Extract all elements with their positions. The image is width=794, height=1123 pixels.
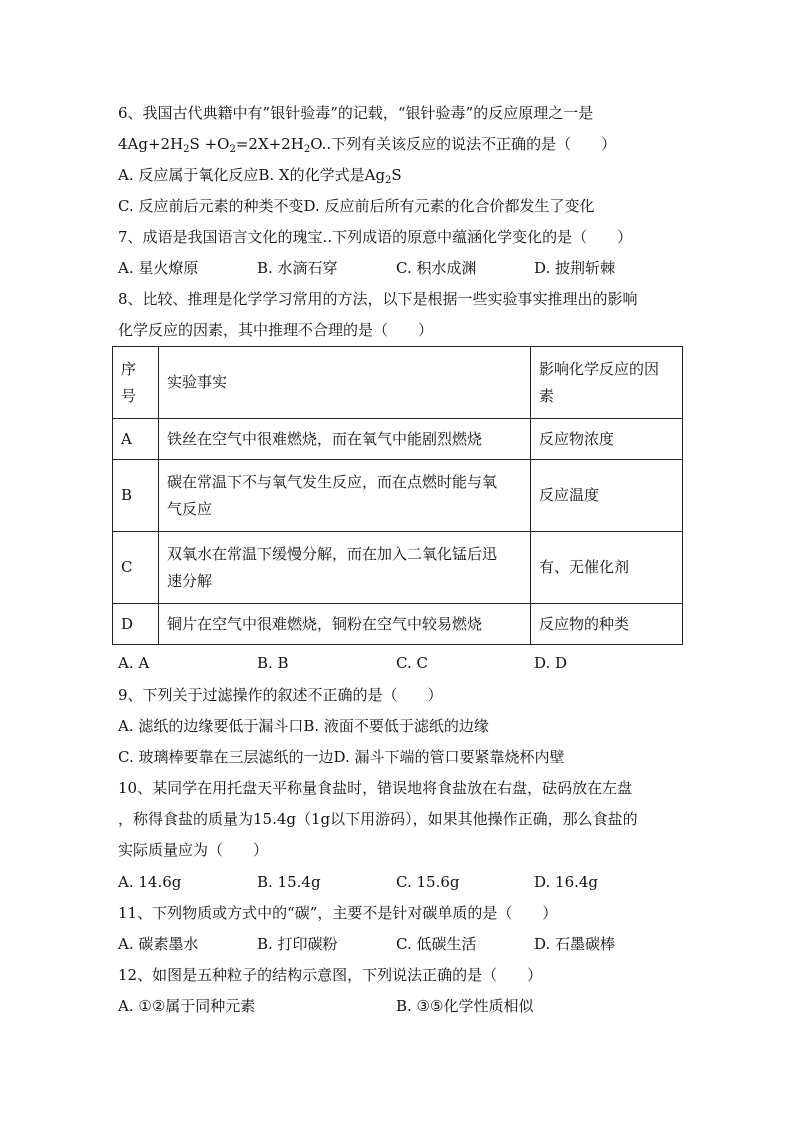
q11-option-d: D. 石墨碳棒 — [534, 935, 616, 953]
q6-stem-text1: 6、我国古代典籍中有”银针验毒”的记载，“银针验毒”的反应原理之一是 — [118, 104, 594, 122]
q9-stem — [118, 685, 443, 705]
q6-stem-line1 — [118, 103, 593, 123]
row-factor: 反应物的种类 — [531, 604, 683, 645]
q7-stem-text: 7、成语是我国语言文化的瑰宝..下列成语的原意中蕴涵化学变化的是（ ） — [118, 228, 633, 246]
q6-option-text: C. 反应前后元素的种类不变D. 反应前后所有元素的化合价都发生了变化 — [118, 197, 595, 215]
header-fact: 实验事实 — [159, 347, 531, 419]
header-factor-line2: 素 — [539, 386, 555, 405]
table-header-row — [113, 347, 683, 419]
q12-option-a: A. ①②属于同种元素 — [118, 997, 256, 1015]
row-fact-line1: 碳在常温下不与氧气发生反应，而在点燃时能与氧 — [167, 472, 498, 491]
q6-equation-part: S +O — [189, 135, 230, 153]
q10-option-a: A. 14.6g — [118, 873, 182, 891]
q12-stem — [118, 965, 542, 985]
q10-option-d: D. 16.4g — [534, 873, 599, 891]
q10-stem-line1 — [118, 778, 632, 798]
q10-stem-text: 实际质量应为（ ） — [118, 841, 269, 859]
q10-stem-line2 — [118, 809, 638, 829]
q11-option-c: C. 低碳生活 — [396, 935, 477, 953]
row-fact: 铁丝在空气中很难燃烧，而在氧气中能剧烈燃烧 — [159, 419, 531, 460]
q8-option-d: D. D — [534, 654, 568, 672]
row-factor: 反应物浓度 — [531, 419, 683, 460]
q12-option-b: B. ③⑤化学性质相似 — [396, 997, 534, 1015]
row-fact: 铜片在空气中很难燃烧，铜粉在空气中较易燃烧 — [159, 604, 531, 645]
table-row — [113, 604, 683, 645]
q7-option-a: A. 星火燎原 — [118, 259, 199, 277]
q6-stem-line2 — [118, 134, 616, 154]
q8-stem-text: 8、比较、推理是化学学习常用的方法，以下是根据一些实验事实推理出的影响 — [118, 290, 638, 308]
table-row — [113, 532, 683, 604]
q11-stem — [118, 903, 557, 923]
header-factor — [531, 347, 683, 419]
q10-stem-text: ，称得食盐的质量为15.4g（1g以下用游码），如果其他操作正确，那么食盐的 — [118, 810, 638, 828]
header-factor-line1: 影响化学反应的因 — [539, 359, 660, 378]
q6-option-text: S — [391, 166, 402, 184]
q11-option-a: A. 碳素墨水 — [118, 935, 199, 953]
q8-stem-line2 — [118, 320, 433, 340]
table-row — [113, 460, 683, 532]
row-id: C — [113, 532, 159, 604]
q6-option-text: A. 反应属于氧化反应B. X的化学式是Ag — [118, 166, 386, 184]
row-fact-line2: 气反应 — [167, 499, 213, 518]
q7-option-c: C. 积水成渊 — [396, 259, 477, 277]
q6-options-ab — [118, 165, 402, 185]
row-id: D — [113, 604, 159, 645]
q6-options-cd — [118, 196, 595, 216]
row-fact — [159, 460, 531, 532]
q10-option-c: C. 15.6g — [396, 873, 460, 891]
q6-subscript: 2 — [229, 144, 236, 155]
header-index-line2: 号 — [121, 386, 137, 405]
q7-option-d: D. 披荆斩棘 — [534, 259, 616, 277]
q8-stem-text: 化学反应的因素，其中推理不合理的是（ ） — [118, 321, 434, 339]
q6-subscript: 2 — [385, 175, 392, 186]
q7-stem — [118, 227, 632, 247]
q6-equation-part: O..下列有关该反应的说法不正确的是（ ） — [310, 135, 617, 153]
row-fact-line1: 双氧水在常温下缓慢分解，而在加入二氧化锰后迅 — [167, 544, 498, 563]
q6-equation-part: 4Ag+2H — [118, 135, 184, 153]
q12-stem-text: 12、如图是五种粒子的结构示意图，下列说法正确的是（ ） — [118, 966, 543, 984]
q10-stem-line3 — [118, 840, 268, 860]
q8-stem-line1 — [118, 289, 638, 309]
q9-stem-text: 9、下列关于过滤操作的叙述不正确的是（ ） — [118, 686, 443, 704]
q8-option-b: B. B — [257, 654, 289, 672]
row-factor: 有、无催化剂 — [531, 532, 683, 604]
experiment-table — [112, 346, 683, 645]
table-row — [113, 419, 683, 460]
q9-options-cd — [118, 747, 565, 767]
row-id: A — [113, 419, 159, 460]
row-fact-line2: 速分解 — [167, 571, 213, 590]
q8-option-a: A. A — [118, 654, 150, 672]
q11-stem-text: 11、下列物质或方式中的“碳”，主要不是针对碳单质的是（ ） — [118, 904, 558, 922]
q6-subscript: 2 — [303, 144, 311, 155]
q10-option-b: B. 15.4g — [257, 873, 321, 891]
row-id: B — [113, 460, 159, 532]
q9-options-ab — [118, 716, 489, 736]
q8-option-c: C. C — [396, 654, 428, 672]
header-index-line1: 序 — [121, 359, 137, 378]
row-fact — [159, 532, 531, 604]
q9-option-text: A. 滤纸的边缘要低于漏斗口B. 液面不要低于滤纸的边缘 — [118, 717, 489, 735]
q6-subscript: 2 — [183, 144, 190, 155]
q11-option-b: B. 打印碳粉 — [257, 935, 338, 953]
header-index — [113, 347, 159, 419]
q10-stem-text: 10、某同学在用托盘天平称量食盐时，错误地将食盐放在右盘，砝码放在左盘 — [118, 779, 633, 797]
q6-equation-part: =2X+2H — [235, 135, 304, 153]
q7-option-b: B. 水滴石穿 — [257, 259, 338, 277]
q9-option-text: C. 玻璃棒要靠在三层滤纸的一边D. 漏斗下端的管口要紧靠烧杯内壁 — [118, 748, 565, 766]
row-factor: 反应温度 — [531, 460, 683, 532]
